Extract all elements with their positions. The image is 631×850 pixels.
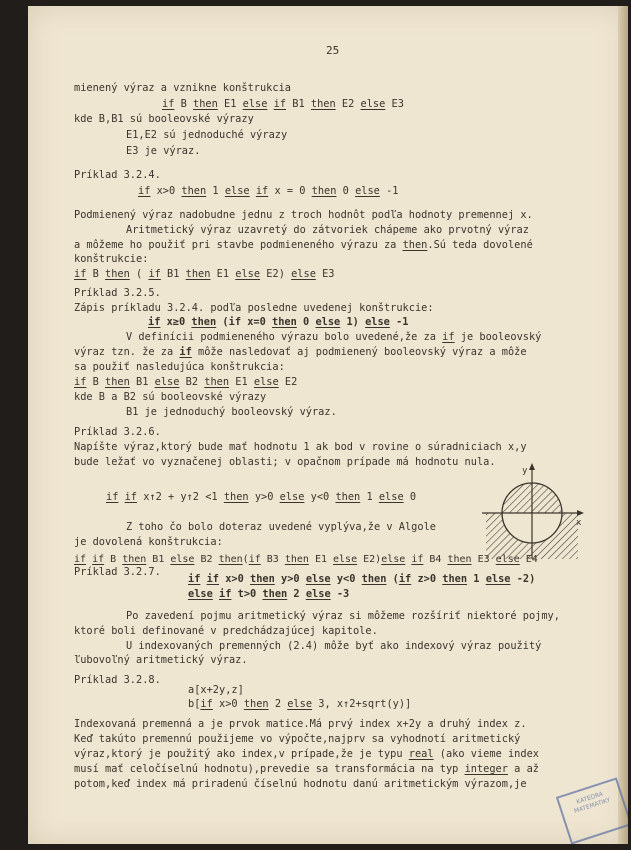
- y-axis-label: y: [522, 466, 528, 476]
- text-line: ľubovoľný aritmetický výraz.: [74, 654, 248, 666]
- code-line: if B then B1 else B2 then E1 else E2: [74, 376, 298, 388]
- code-line: if x≥0 then (if x=0 then 0 else 1) else -1: [148, 316, 409, 328]
- x-arrow-icon: [577, 510, 584, 516]
- text-line: ktoré boli definované v predchádzajúcej kapitole.: [74, 625, 378, 637]
- document-page: [28, 6, 628, 844]
- example-heading: Príklad 3.2.5.: [74, 287, 161, 299]
- code-line: if if B then B1 else B2 then(if B3 then E1 else E2)else if B4 then E3 else E4: [74, 554, 538, 565]
- text-line: E3 je výraz.: [126, 145, 201, 157]
- text-line: kde B a B2 sú booleovské výrazy: [74, 391, 267, 403]
- text-line: výraz,ktorý je použitý ako index,v prípade,že je typu real (ako vieme index: [74, 748, 539, 760]
- example-heading: Príklad 3.2.7.: [74, 566, 161, 578]
- text-line: a môžeme ho použiť pri stavbe podmieneného výrazu za then.Sú teda dovolené: [74, 239, 533, 251]
- text-line: bude ležať vo vyznačenej oblasti; v opačnom prípade má hodnotu nula.: [74, 456, 496, 468]
- page-number: 25: [326, 44, 340, 57]
- text-line: V definícii podmieneného výrazu bolo uvedené,že za if je booleovský: [126, 331, 542, 343]
- text-line: Indexovaná premenná a je prvok matice.Má prvý index x+2y a druhý index z.: [74, 718, 527, 730]
- text-line: B1 je jednoduchý booleovský výraz.: [126, 406, 337, 418]
- example-heading: Príklad 3.2.8.: [74, 674, 161, 686]
- text-line: musí mať celočíselnú hodnotu),prevedie sa transformácia na typ integer a až: [74, 763, 539, 775]
- code-line: else if t>0 then 2 else -3: [188, 588, 350, 600]
- code-line: a[x+2y,z]: [188, 684, 244, 696]
- code-line: b[if x>0 then 2 else 3, x↑2+sqrt(y)]: [188, 698, 412, 710]
- text-line: potom,keď index má priradenú číselnú hodnotu danú aritmetickým výrazom,je: [74, 778, 527, 790]
- text-line: konštrukcie:: [74, 253, 149, 265]
- text-line: E1,E2 sú jednoduché výrazy: [126, 129, 288, 141]
- text-line: Z toho čo bolo doteraz uvedené vyplýva,že v Algole: [126, 521, 436, 533]
- code-line: if if x>0 then y>0 else y<0 then (if z>0 then 1 else -2): [188, 573, 536, 585]
- text-line: kde B,B1 sú booleovské výrazy: [74, 113, 254, 125]
- library-stamp: KATEDRA MATEMATIKY: [556, 777, 628, 844]
- example-heading: Príklad 3.2.6.: [74, 426, 161, 438]
- kw-if: if: [162, 98, 175, 110]
- x-axis-label: x: [576, 518, 582, 528]
- text-line: Zápis príkladu 3.2.4. podľa posledne uvedenej konštrukcie:: [74, 302, 434, 314]
- text-line: Keď takúto premennú použijeme vo výpočte,najprv sa vyhodnotí aritmetický: [74, 733, 521, 745]
- code-line: if B then ( if B1 then E1 else E2) else E3: [74, 268, 335, 280]
- text-line: Po zavedení pojmu aritmetický výraz si môžeme rozšíriť niektoré pojmy,: [126, 610, 560, 622]
- text-line: je dovolená konštrukcia:: [74, 536, 223, 548]
- text-line: mienený výraz a vznikne konštrukcia: [74, 82, 291, 94]
- text-line: výraz tzn. že za if môže nasledovať aj podmienený booleovský výraz a môže: [74, 346, 527, 358]
- y-arrow-icon: [529, 463, 535, 470]
- example-heading: Príklad 3.2.4.: [74, 169, 161, 181]
- page-edge: [618, 6, 628, 844]
- text-line: Aritmetický výraz uzavretý do zátvoriek chápeme ako prvotný výraz: [126, 224, 529, 236]
- text-line: Podmienený výraz nadobudne jednu z troch hodnôt podľa hodnoty premennej x.: [74, 209, 533, 221]
- region-figure: [476, 461, 586, 561]
- code-line: if x>0 then 1 else if x = 0 then 0 else -1: [138, 185, 399, 197]
- code-line: if B then E1 else if B1 then E2 else E3: [162, 98, 404, 110]
- text-line: Napíšte výraz,ktorý bude mať hodnotu 1 ak bod v rovine o súradniciach x,y: [74, 441, 527, 453]
- code-line: if if x↑2 + y↑2 <1 then y>0 else y<0 then 1 else 0: [106, 491, 417, 503]
- text-line: sa použiť nasledujúca konštrukcia:: [74, 361, 285, 373]
- text-line: U indexovaných premenných (2.4) môže byť ako indexový výraz použitý: [126, 640, 542, 652]
